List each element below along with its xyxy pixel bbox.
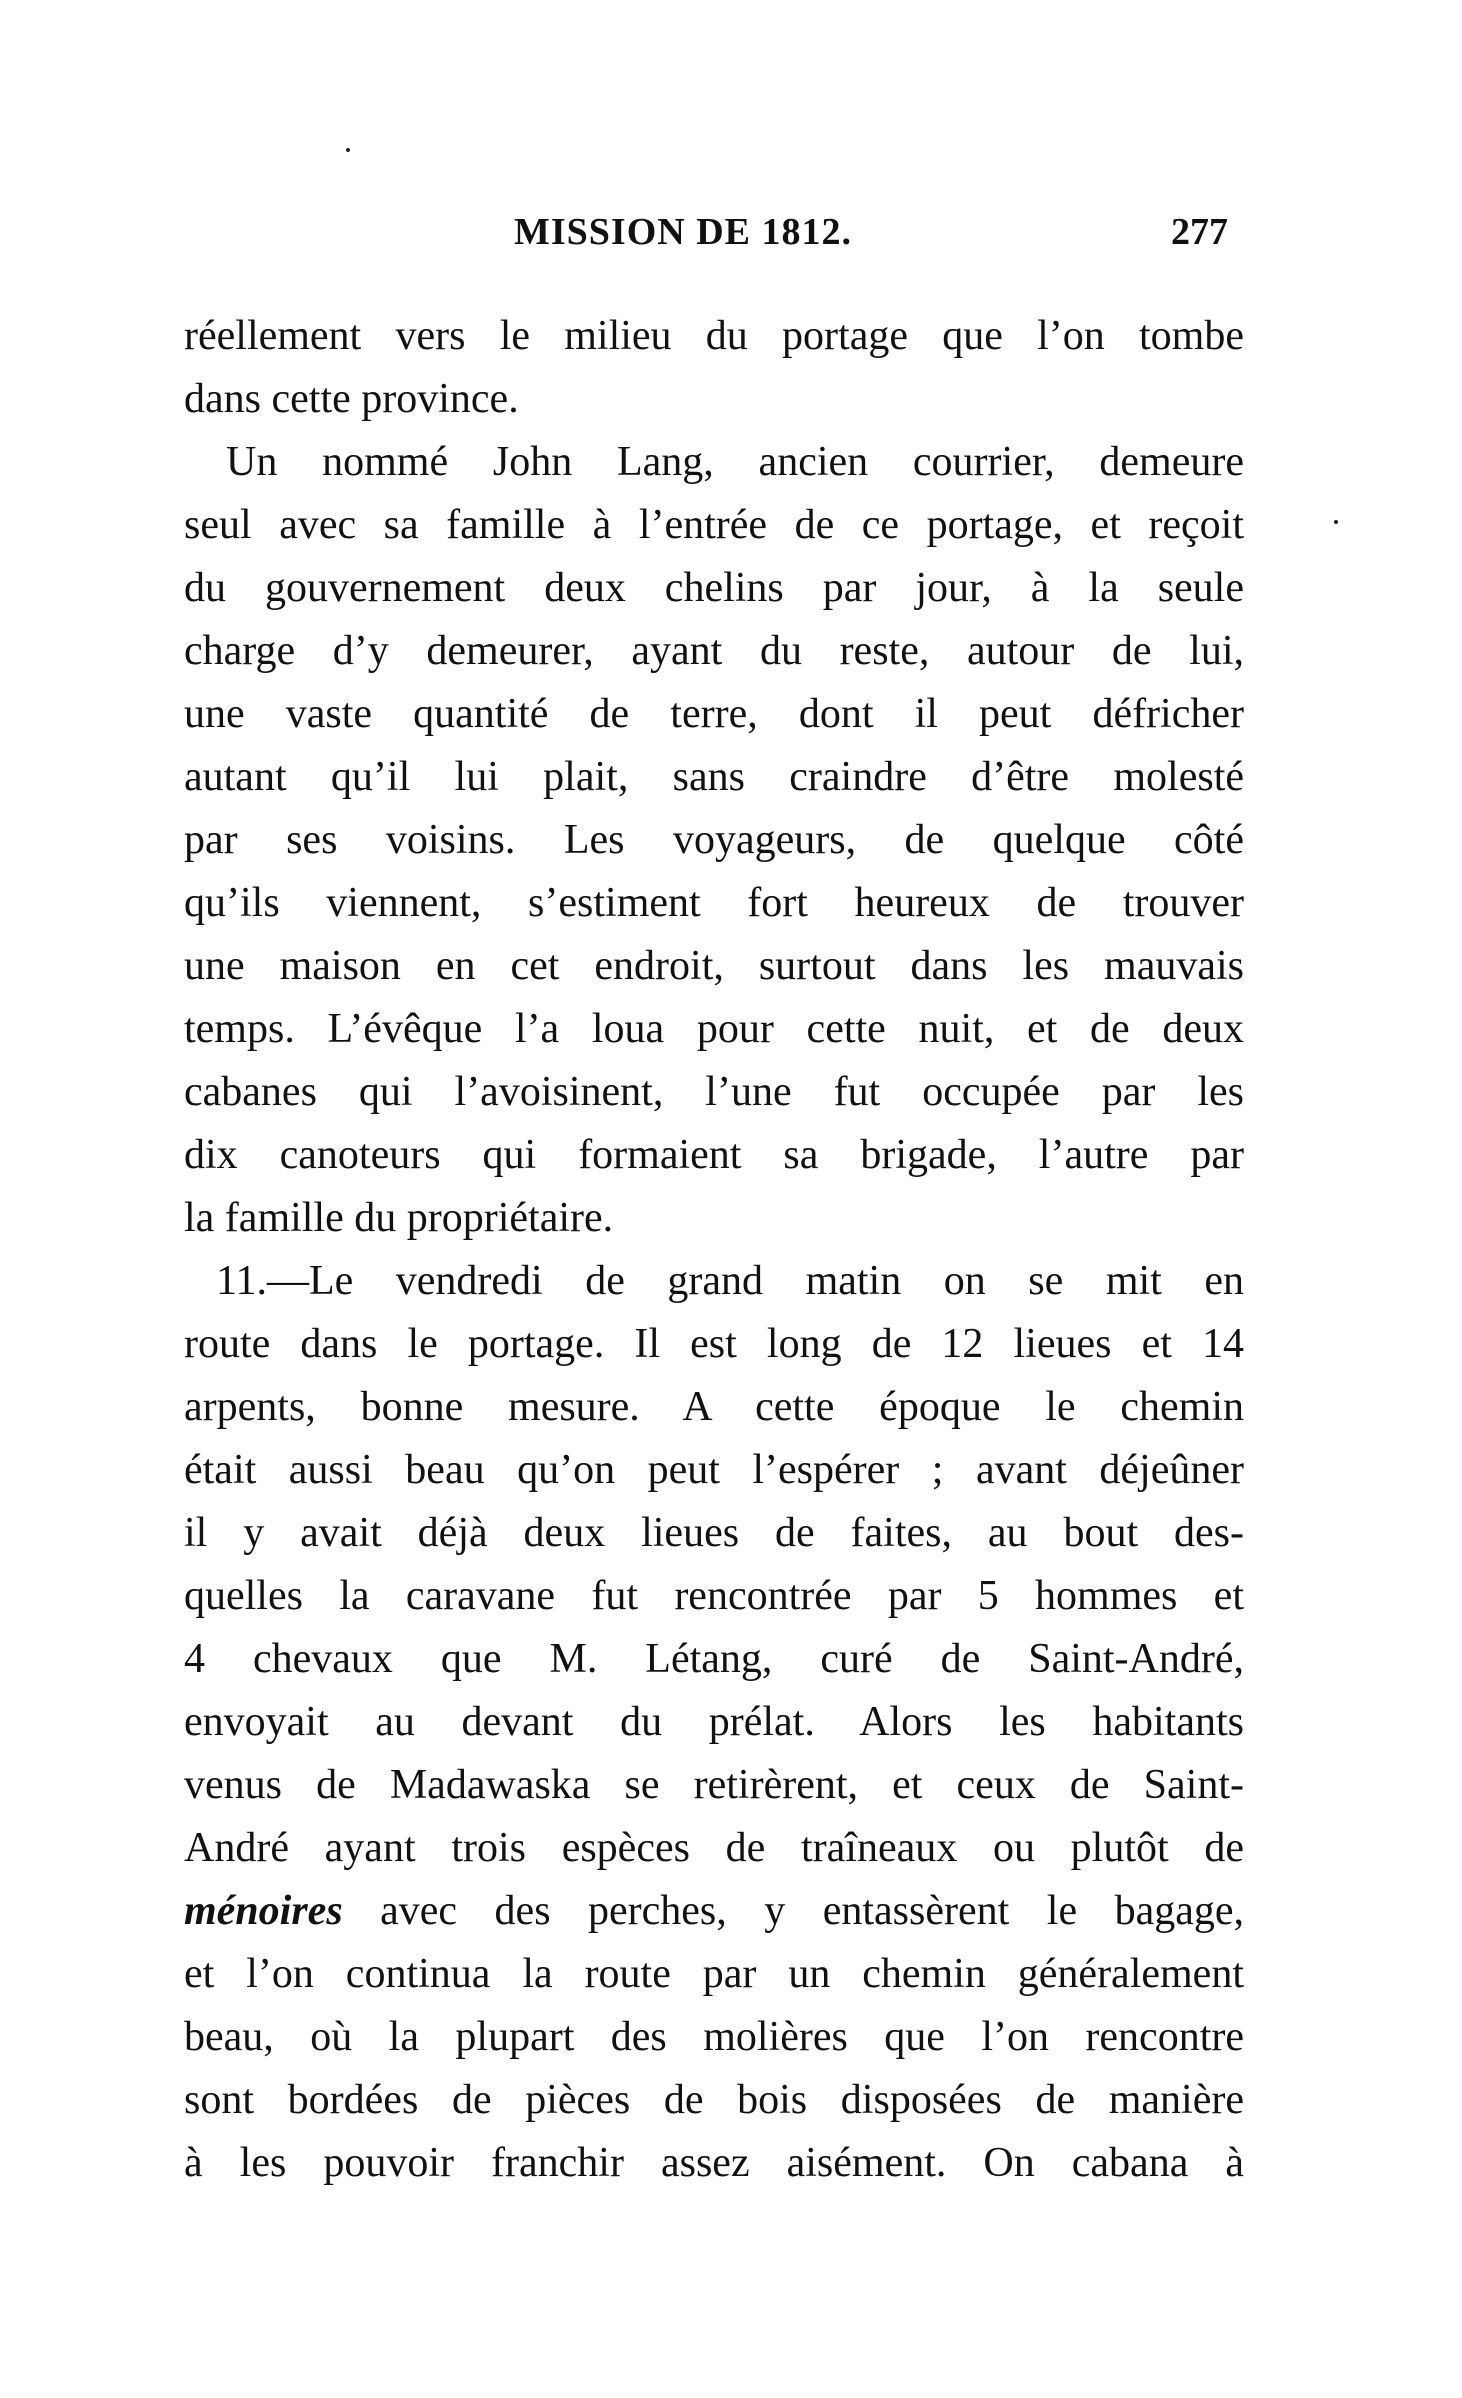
text-line: il y avait déjà deux lieues de faites, au bout des- [184, 1510, 1244, 1556]
italic-word: ménoires [184, 1888, 343, 1934]
body-text [184, 305, 1244, 2195]
line-remainder: avec des perches, y entassèrent le bagage, [342, 1888, 1244, 1934]
text-line: sont bordées de pièces de bois disposées de manière [184, 2077, 1244, 2123]
page-header [178, 210, 1238, 270]
text-line: quelles la caravane fut rencontrée par 5 hommes et [184, 1573, 1244, 1619]
text-line: envoyait au devant du prélat. Alors les habitants [184, 1699, 1244, 1745]
text-line-with-italic [184, 1880, 1244, 1943]
text-line: à les pouvoir franchir assez aisément. On cabana à [184, 2140, 1244, 2186]
text-line: dans cette province. [184, 376, 519, 422]
ink-speck [346, 148, 350, 152]
text-line: seul avec sa famille à l’entrée de ce portage, et reçoit [184, 502, 1244, 548]
text-line: la famille du propriétaire. [184, 1195, 614, 1241]
text-line: une maison en cet endroit, surtout dans les mauvais [184, 943, 1244, 989]
text-line: beau, où la plupart des molières que l’on rencontre [184, 2014, 1244, 2060]
text-line: autant qu’il lui plait, sans craindre d’être molesté [184, 754, 1244, 800]
text-line: Un nommé John Lang, ancien courrier, demeure [226, 439, 1244, 485]
text-line: André ayant trois espèces de traîneaux ou plutôt de [184, 1825, 1244, 1871]
text-line: 11.—Le vendredi de grand matin on se mit en [216, 1258, 1244, 1304]
text-line: qu’ils viennent, s’estiment fort heureux de trouver [184, 880, 1244, 926]
text-line: du gouvernement deux chelins par jour, à la seule [184, 565, 1244, 611]
text-line: route dans le portage. Il est long de 12 lieues et 14 [184, 1321, 1244, 1367]
page-number: 277 [1171, 211, 1228, 253]
ink-speck [1334, 520, 1338, 524]
text-line: et l’on continua la route par un chemin généralement [184, 1951, 1244, 1997]
running-title: MISSION DE 1812. [514, 211, 852, 253]
text-line: une vaste quantité de terre, dont il peut défricher [184, 691, 1244, 737]
text-line: venus de Madawaska se retirèrent, et ceux de Saint- [184, 1762, 1244, 1808]
text-line: charge d’y demeurer, ayant du reste, autour de lui, [184, 628, 1244, 674]
text-line: par ses voisins. Les voyageurs, de quelque côté [184, 817, 1244, 863]
text-line: 4 chevaux que M. Létang, curé de Saint-André, [184, 1636, 1244, 1682]
text-line: dix canoteurs qui formaient sa brigade, l’autre par [184, 1132, 1244, 1178]
text-line: temps. L’évêque l’a loua pour cette nuit, et de deux [184, 1006, 1244, 1052]
text-line: était aussi beau qu’on peut l’espérer ; avant déjeûner [184, 1447, 1244, 1493]
text-line: arpents, bonne mesure. A cette époque le chemin [184, 1384, 1244, 1430]
text-line: réellement vers le milieu du portage que l’on tombe [184, 313, 1244, 359]
text-line: cabanes qui l’avoisinent, l’une fut occupée par les [184, 1069, 1244, 1115]
